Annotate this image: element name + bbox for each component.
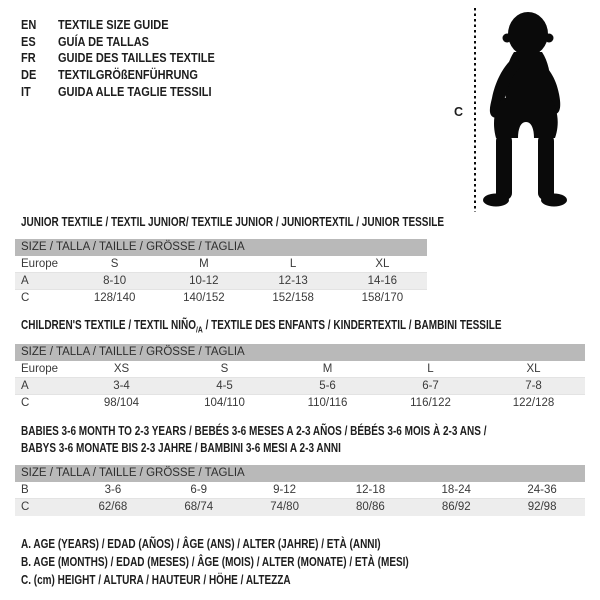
cell: 86/92 xyxy=(441,501,471,513)
cell: 3-4 xyxy=(113,380,130,392)
cell: L xyxy=(289,258,297,270)
cell: 158/170 xyxy=(361,292,404,304)
babies-title-line1: BABIES 3-6 MONTH TO 2-3 YEARS / BEBÉS 3-6 MESES A 2-3 AÑOS / BÉBÉS 3-6 MOIS À 2-3 ANS / xyxy=(21,424,487,438)
cell: 14-16 xyxy=(367,275,398,287)
cell: S xyxy=(220,363,229,375)
cell: 152/158 xyxy=(272,292,314,304)
cell: 104/110 xyxy=(204,397,245,409)
cell: S xyxy=(110,258,119,270)
babies-title-line2: BABYS 3-6 MONATE BIS 2-3 JAHRE / BAMBINI 3-6 MESI A 2-3 ANNI xyxy=(21,441,341,455)
row-label: C xyxy=(21,501,30,513)
cell: 140/152 xyxy=(183,292,225,304)
cell: 18-24 xyxy=(441,484,471,496)
table-row xyxy=(15,499,585,516)
baby-silhouette xyxy=(480,10,570,210)
children-table xyxy=(15,344,585,412)
table-row xyxy=(15,256,427,273)
language-title: GUÍA DE TALLAS xyxy=(57,34,150,49)
language-title: GUIDE DES TAILLES TEXTILE xyxy=(57,51,215,66)
height-label-c: C xyxy=(454,105,464,119)
cell: L xyxy=(427,363,434,375)
language-code: IT xyxy=(21,84,31,99)
cell: XL xyxy=(375,258,390,270)
height-dotted-line xyxy=(474,8,476,212)
language-code: ES xyxy=(21,34,36,49)
row-label: C xyxy=(21,292,30,304)
cell: 92/98 xyxy=(527,501,557,513)
cell: XS xyxy=(113,363,130,375)
footnote-a: A. AGE (YEARS) / EDAD (AÑOS) / ÂGE (ANS) / ALTER (JAHRE) / ETÀ (ANNI) xyxy=(21,537,381,551)
footnote-b: B. AGE (MONTHS) / EDAD (MESES) / ÂGE (MOIS) / ALTER (MONATE) / ETÀ (MESI) xyxy=(21,555,409,569)
language-code: FR xyxy=(21,51,36,66)
cell: 74/80 xyxy=(270,501,299,513)
table-row xyxy=(15,378,585,395)
table-row xyxy=(15,395,585,412)
cell: 116/122 xyxy=(410,397,451,409)
cell: M xyxy=(322,363,333,375)
cell: 9-12 xyxy=(273,484,297,496)
cell: 7-8 xyxy=(525,380,542,392)
language-row-fr xyxy=(21,50,215,67)
children-title-part2: / TEXTILE DES ENFANTS / KINDERTEXTIL / BAMBINI TESSILE xyxy=(202,318,502,332)
row-label: C xyxy=(21,397,30,409)
cell: 24-36 xyxy=(527,484,557,496)
row-label: Europe xyxy=(21,258,59,270)
babies-table xyxy=(15,465,585,516)
row-label: A xyxy=(21,380,29,392)
junior-table-title: JUNIOR TEXTILE / TEXTIL JUNIOR/ TEXTILE JUNIOR / JUNIORTEXTIL / JUNIOR TESSILE xyxy=(21,215,445,229)
row-label: Europe xyxy=(21,363,59,375)
cell: 12-18 xyxy=(355,484,386,496)
table-row xyxy=(15,361,585,378)
table-row xyxy=(15,290,427,307)
cell: 6-7 xyxy=(422,380,439,392)
language-title: TEXTILE SIZE GUIDE xyxy=(57,18,169,33)
babies-table-title xyxy=(21,423,486,457)
cell: 3-6 xyxy=(104,484,122,496)
junior-table xyxy=(15,239,427,307)
language-title: GUIDA ALLE TAGLIE TESSILI xyxy=(57,84,212,99)
cell: 4-5 xyxy=(216,380,233,392)
children-title-part1: CHILDREN'S TEXTILE / TEXTIL NIÑO xyxy=(21,318,196,332)
language-list xyxy=(21,17,241,100)
size-header-bar: SIZE / TALLA / TAILLE / GRÖSSE / TAGLIA xyxy=(15,239,427,256)
cell: XL xyxy=(526,363,541,375)
language-code: DE xyxy=(21,68,37,83)
language-title: TEXTILGRÖßENFÜHRUNG xyxy=(57,68,198,83)
size-header-bar: SIZE / TALLA / TAILLE / GRÖSSE / TAGLIA xyxy=(15,465,585,482)
cell: 62/68 xyxy=(98,501,128,513)
language-row-es xyxy=(21,34,215,51)
children-table-title xyxy=(21,318,502,338)
language-code: EN xyxy=(21,18,37,33)
cell: 8-10 xyxy=(103,275,127,287)
cell: 80/86 xyxy=(356,501,385,513)
cell: 128/140 xyxy=(93,292,136,304)
cell: 6-9 xyxy=(190,484,208,496)
cell: M xyxy=(199,258,209,270)
language-row-it xyxy=(21,83,215,100)
language-row-de xyxy=(21,67,215,84)
cell: 110/116 xyxy=(307,397,348,409)
cell: 68/74 xyxy=(184,501,214,513)
cell: 10-12 xyxy=(189,275,219,287)
cell: 122/128 xyxy=(512,397,555,409)
cell: 5-6 xyxy=(319,380,336,392)
size-header-bar: SIZE / TALLA / TAILLE / GRÖSSE / TAGLIA xyxy=(15,344,585,361)
table-row xyxy=(15,273,427,290)
cell: 12-13 xyxy=(278,275,308,287)
table-row xyxy=(15,482,585,499)
row-label: B xyxy=(21,484,29,496)
language-row-en xyxy=(21,17,215,34)
row-label: A xyxy=(21,275,29,287)
footnote-c: C. (cm) HEIGHT / ALTURA / HAUTEUR / HÖHE / ALTEZZA xyxy=(21,573,291,587)
footnotes xyxy=(21,535,506,589)
cell: 98/104 xyxy=(103,397,140,409)
children-title-subscript: /A xyxy=(195,324,203,335)
